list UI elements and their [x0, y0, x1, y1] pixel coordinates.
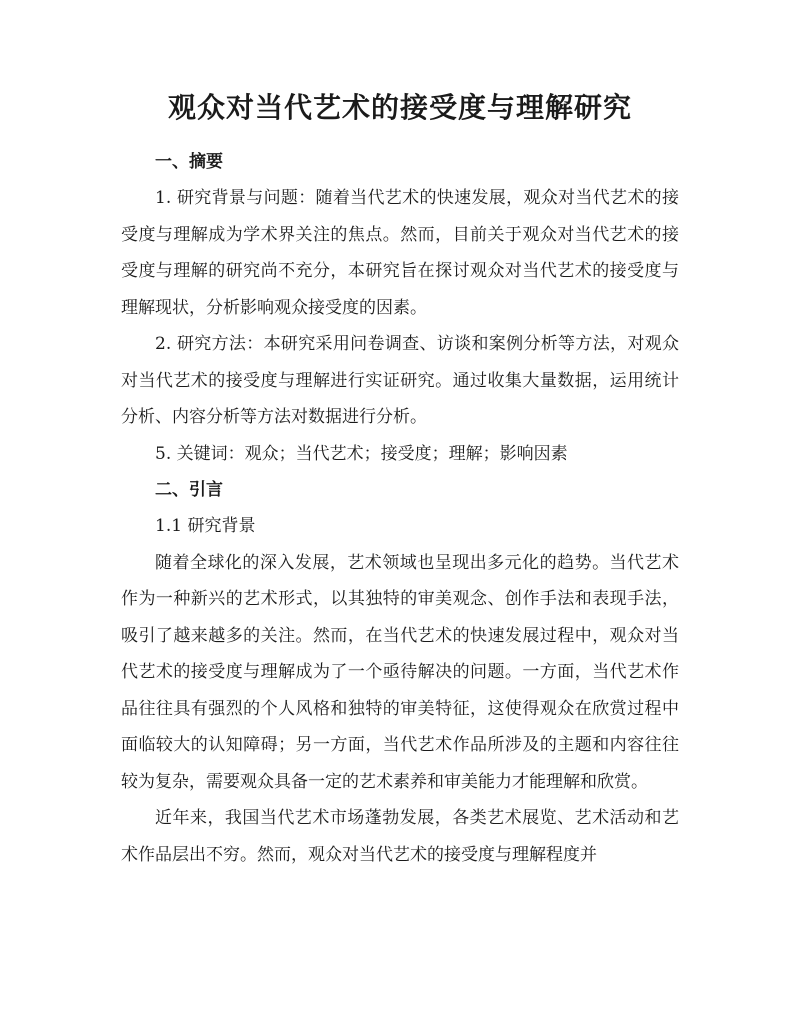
paragraph-keywords: 5. 关键词：观众；当代艺术；接受度；理解；影响因素 — [155, 443, 568, 464]
paragraph-intro-2: 近年来，我国当代艺术市场蓬勃发展，各类艺术展览、艺术活动和艺术作品层出不穷。然而，观众对当代艺术的接受度与理解程度并 — [121, 808, 679, 865]
paragraph-intro-1: 随着全球化的深入发展，艺术领域也呈现出多元化的趋势。当代艺术作为一种新兴的艺术形式，以其独特的审美观念、创作手法和表现手法，吸引了越来越多的关注。然而，在当代艺术的快速发展过程中，观众对当代艺术的接受度与理解成为了一个亟待解决的问题。一方面，当代艺术作品往往具有强烈的个人风格和独特的审美特征，这使得观众在欣赏过程中面临较大的认知障碍；另一方面，当代艺术作品所涉及的主题和内容往往较为复杂，需要观众具备一定的艺术素养和审美能力才能理解和欣赏。 — [121, 552, 679, 792]
paragraph-research-background: 1. 研究背景与问题：随着当代艺术的快速发展，观众对当代艺术的接受度与理解成为学术界关注的焦点。然而，目前关于观众对当代艺术的接受度与理解的研究尚不充分，本研究旨在探讨观众对当代艺术的接受度与理解现状，分析影响观众接受度的因素。 — [121, 188, 679, 318]
section-heading-abstract: 一、摘要 — [155, 152, 223, 172]
document-title: 观众对当代艺术的接受度与理解研究 — [167, 91, 632, 124]
subheading-research-background: 1.1 研究背景 — [155, 516, 256, 536]
paragraph-research-method: 2. 研究方法：本研究采用问卷调查、访谈和案例分析等方法，对观众对当代艺术的接受度与理解进行实证研究。通过收集大量数据，运用统计分析、内容分析等方法对数据进行分析。 — [121, 334, 679, 427]
document-body — [121, 144, 679, 873]
section-heading-introduction: 二、引言 — [155, 480, 223, 500]
